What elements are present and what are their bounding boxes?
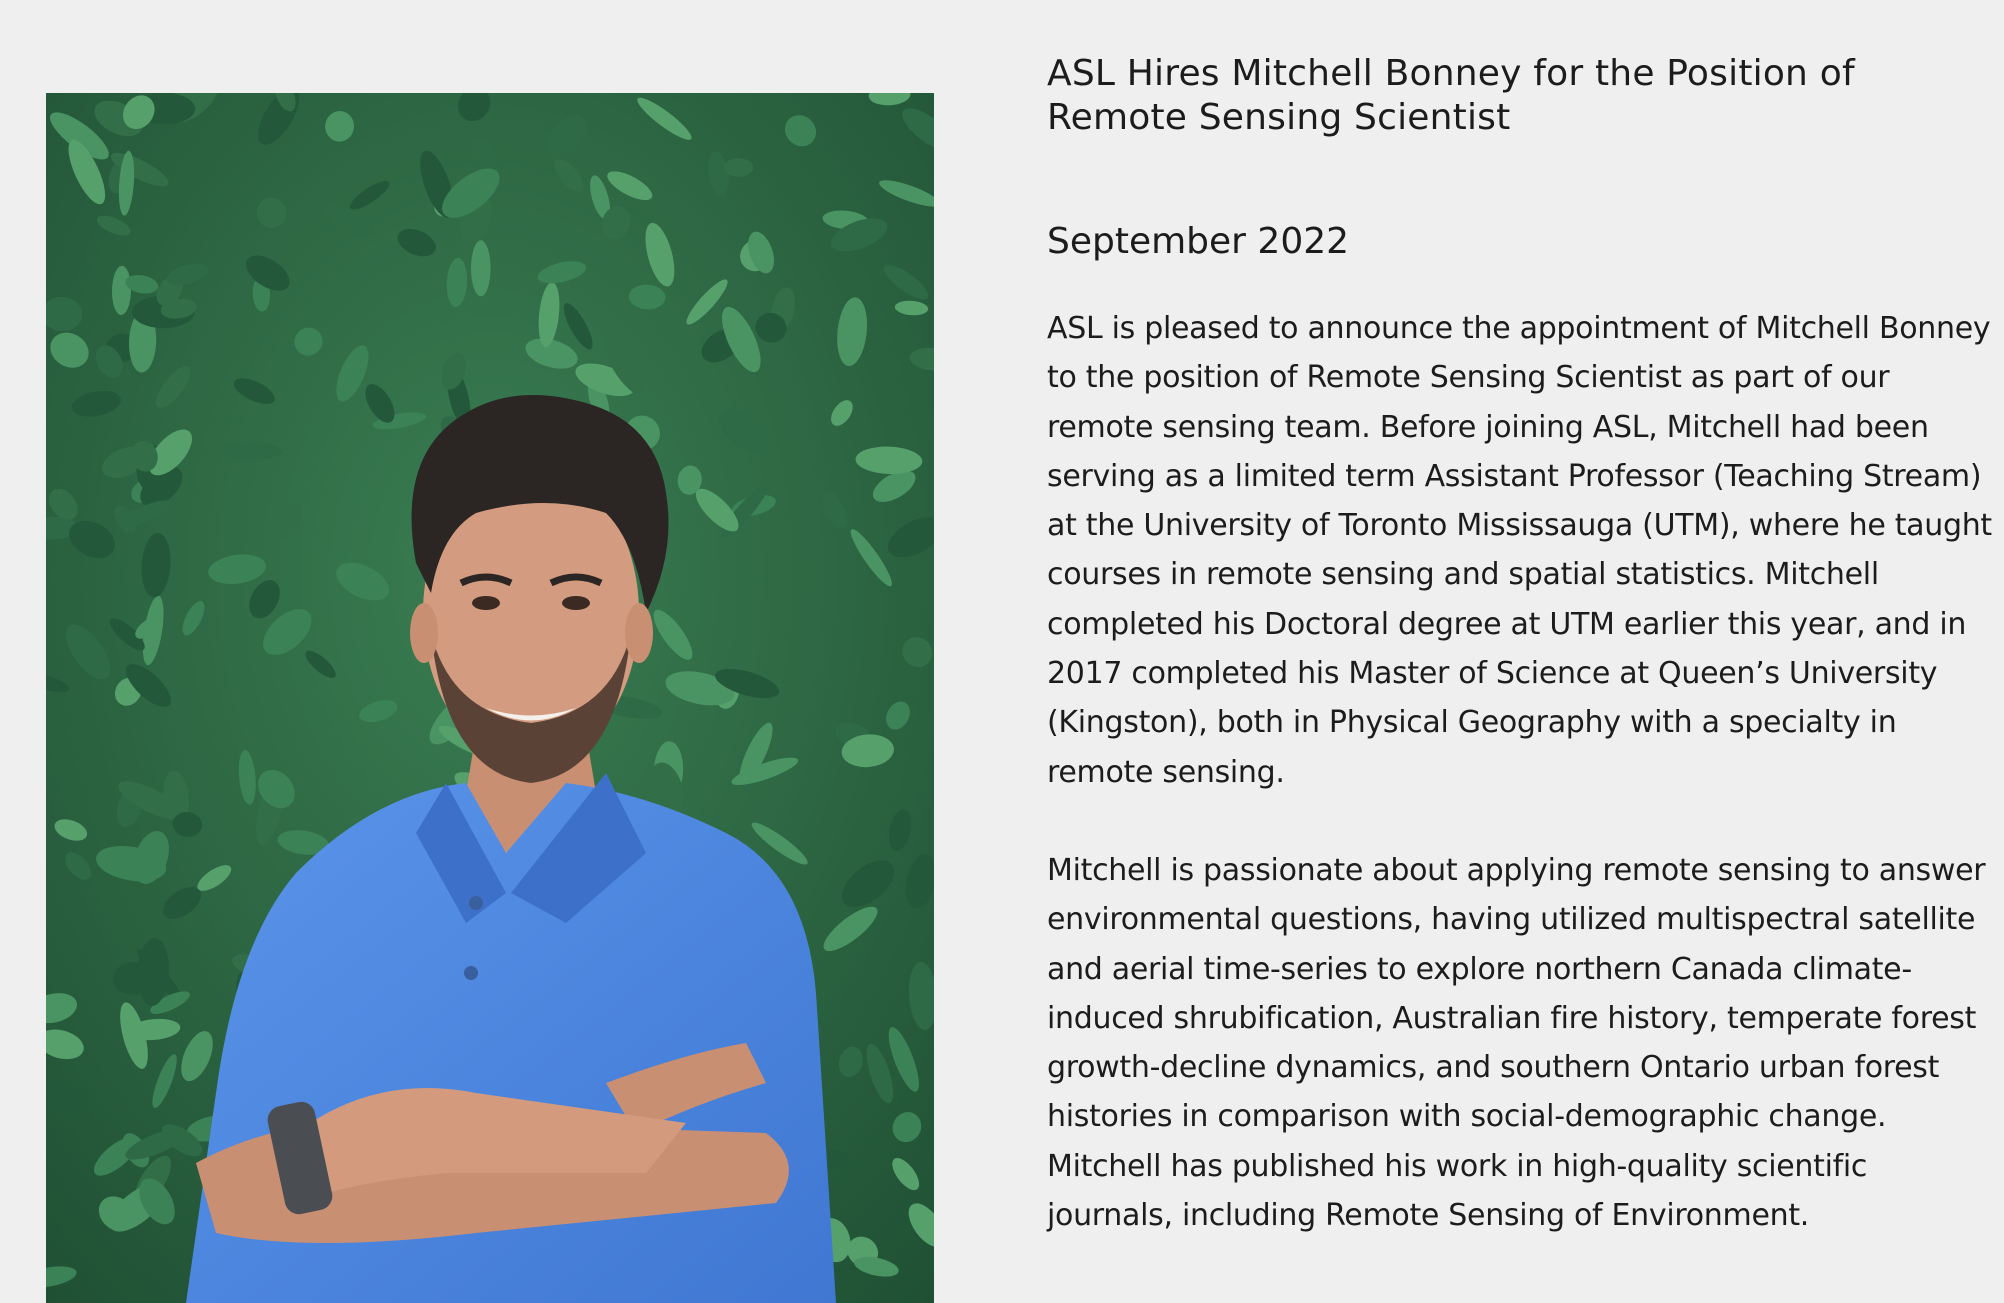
leaf-shape	[219, 443, 282, 460]
article-headline: ASL Hires Mitchell Bonney for the Position of Remote Sensing Scientist	[1047, 53, 1855, 138]
article-paragraph: ASL is pleased to announce the appointment of Mitchell Bonney to the position of Remote Sensing Scientist as part of our remote sensing team. Before joining ASL, Mitchell had been serving as a limited term Assistant Professor (Teaching Stream) at the University of Toronto Mississauga (UTM), where he taught courses in remote sensing and spatial statistics. Mitchell completed his Doctoral degree at UTM earlier this year, and in 2017 completed his Master of Science at Queen’s University (Kingston), both in Physical Geography with a specialty in remote sensing.	[1047, 311, 1992, 790]
leaf-shape	[724, 158, 753, 176]
portrait-photo	[46, 93, 934, 1303]
article	[1047, 52, 1992, 1240]
article-date: September 2022	[1047, 221, 1350, 262]
portrait-illustration	[46, 93, 934, 1303]
article-paragraph: Mitchell is passionate about applying remote sensing to answer environmental questions, having utilized multispectral satellite and aerial time-series to explore northern Canada climate-induced shrubification, Australian fire history, temperate forest growth-decline dynamics, and southern Ontario urban forest histories in comparison with social-demographic change. Mitchell has published his work in high-quality scientific journals, including Remote Sensing of Environment.	[1047, 852, 1986, 1234]
leaf-shape	[471, 240, 491, 296]
